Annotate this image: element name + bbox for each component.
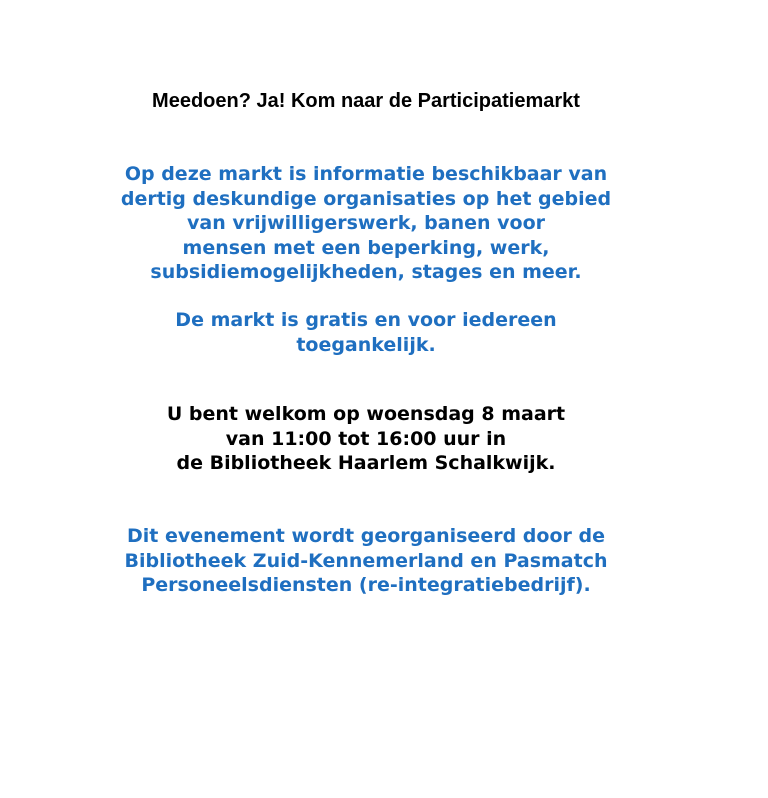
flyer-title: Meedoen? Ja! Kom naar de Participatiemarkt bbox=[152, 90, 580, 112]
welcome-line: de Bibliotheek Haarlem Schalkwijk. bbox=[176, 452, 556, 474]
intro-paragraph bbox=[0, 162, 732, 285]
organizer-paragraph bbox=[0, 524, 732, 598]
organizer-line: Bibliotheek Zuid-Kennemerland en Pasmatch bbox=[124, 549, 608, 572]
welcome-line: U bent welkom op woensdag 8 maart bbox=[166, 403, 566, 425]
intro-line: van vrijwilligerswerk, banen voor bbox=[186, 212, 545, 234]
intro-line: Op deze markt is informatie beschikbaar van bbox=[124, 163, 608, 185]
intro-line: subsidiemogelijkheden, stages en meer. bbox=[150, 261, 582, 283]
free-notice-paragraph bbox=[0, 308, 732, 357]
welcome-paragraph bbox=[0, 402, 732, 476]
organizer-line: Personeelsdiensten (re-integratiebedrijf). bbox=[141, 574, 591, 596]
free-notice-line: toegankelijk. bbox=[296, 333, 436, 356]
intro-line: mensen met een beperking, werk, bbox=[182, 236, 550, 259]
organizer-line: Dit evenement wordt georganiseerd door de bbox=[127, 525, 605, 547]
welcome-line: van 11:00 tot 16:00 uur in bbox=[225, 427, 507, 450]
free-notice-line: De markt is gratis en voor iedereen bbox=[175, 309, 557, 331]
intro-line: dertig deskundige organisaties op het gebied bbox=[120, 187, 612, 210]
